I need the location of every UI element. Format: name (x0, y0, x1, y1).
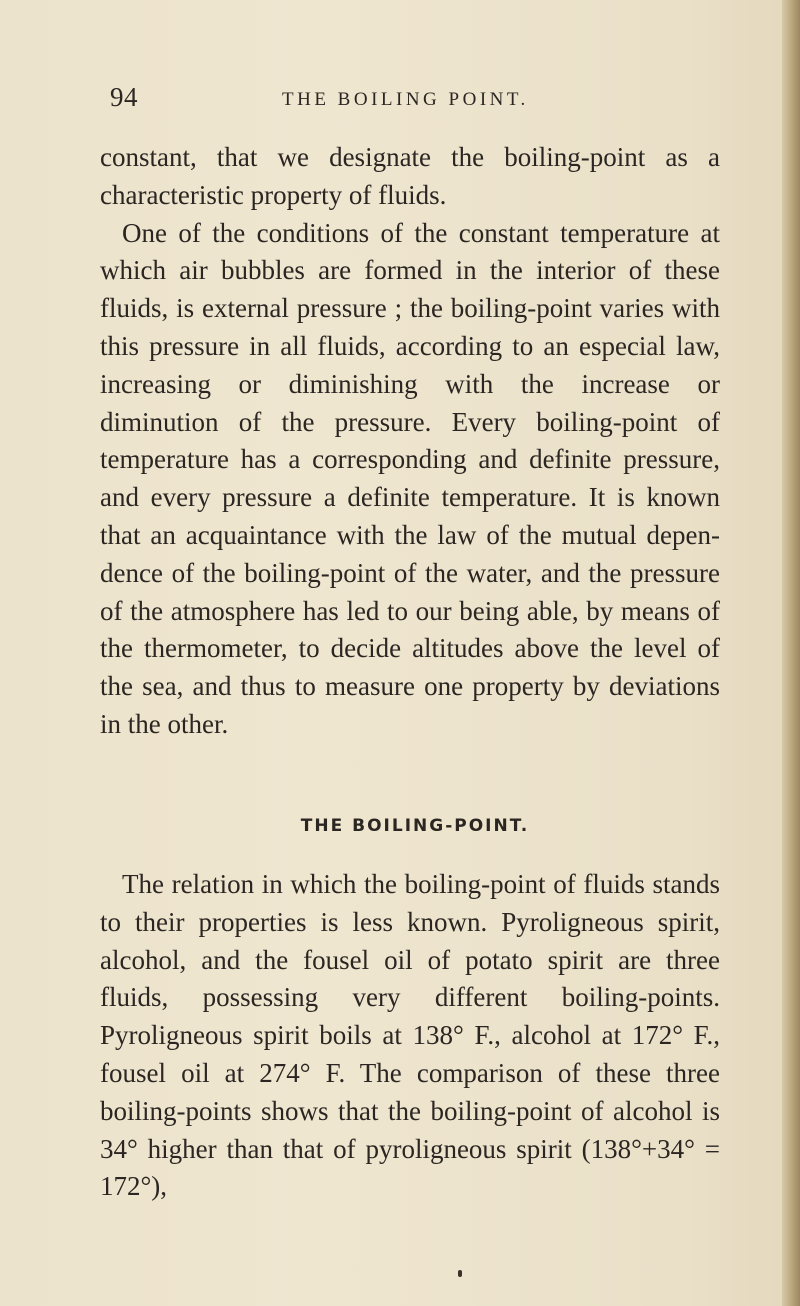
page-number: 94 (110, 82, 138, 112)
running-head: THE BOILING POINT. (282, 89, 529, 110)
paragraph-external-pressure: One of the conditions of the constant temperature at which air bubbles are formed in the interior of these fluids, is external pressure ; the boiling-point varies with this pressure in all fluids, according to an especial law, increasing or diminishing with the increase or diminution of the pressure. Every boiling-point of temperature has a corresponding and definite pressure, and every pressure a definite temperature. It is known that an acquaintance with the law of the mutual dependence of the boiling-point of the water, and the pressure of the atmosphere has led to our being able, by means of the thermometer, to decide altitudes above the level of the sea, and thus to measure one property by deviations in the other. (100, 217, 720, 739)
paragraph-boiling-points: The relation in which the boiling-point of fluids stands to their properties is less known. Pyroligneous spirit, alcohol, and the fousel oil of potato spirit are three fluids, possessing very different boiling-points. Pyroligneous spirit boils at 138° F., alcohol at 172° F., fousel oil at 274° F. The comparison of these three boiling-points shows that the boiling-point of alcohol is 34° higher than that of pyroligneous spirit (138°+34° = 172°), (100, 869, 720, 1202)
page-header (0, 82, 800, 122)
body-text-top (100, 139, 720, 744)
page-edge (782, 0, 800, 1306)
paragraph-continuation: constant, that we designate the boiling-point as a characteristic property of fluids. (100, 142, 720, 210)
ink-mark (458, 1270, 462, 1277)
section-title: THE BOILING-POINT. (300, 816, 530, 836)
body-text-bottom (100, 866, 720, 1206)
